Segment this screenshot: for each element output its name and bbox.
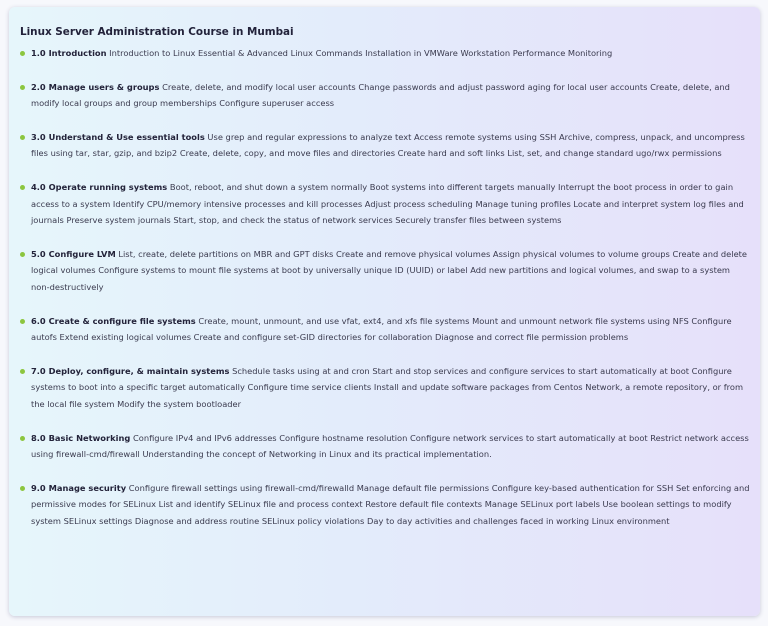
module-description: List, create, delete partitions on MBR and GPT disks Create and remove physical volumes Assign physical volumes to volume groups Create and delete logical volumes Configure systems to mount file systems at boot by universally unique ID (UUID) or label Add new partitions and logical volumes, and swap to a system non-destructively	[31, 248, 748, 292]
bullet-icon	[20, 51, 25, 56]
module-item	[20, 79, 750, 112]
bullet-icon	[20, 185, 25, 190]
module-heading: 1.0 Introduction	[31, 48, 107, 58]
module-heading: 4.0 Operate running systems	[31, 181, 168, 192]
module-heading: 8.0 Basic Networking	[31, 432, 131, 443]
bullet-icon	[20, 135, 25, 140]
module-item	[20, 45, 750, 62]
module-description: Use grep and regular expressions to analyze text Access remote systems using SSH Archive, compress, unpack, and uncompress files using tar, star, gzip, and bzip2 Create, delete, copy, and move files and directories Create hard and soft links List, set, and change standard ugo/rwx permissions	[31, 131, 745, 159]
module-item	[20, 313, 750, 346]
module-item	[20, 179, 750, 229]
module-heading: 6.0 Create & configure file systems	[31, 315, 196, 326]
module-description: Schedule tasks using at and cron Start and stop services and configure services to start automatically at boot Configure systems to boot into a specific target automatically Configure time service clients Install and update software packages from Centos Network, a remote repository, or from the local file system Modify the system bootloader	[31, 365, 744, 409]
module-description: Configure IPv4 and IPv6 addresses Configure hostname resolution Configure network services to start automatically at boot Restrict network access using firewall-cmd/firewall Understanding the concept of Networking in Linux and its practical implementation.	[31, 432, 749, 460]
module-description: Boot, reboot, and shut down a system normally Boot systems into different targets manually Interrupt the boot process in order to gain access to a system Identify CPU/memory intensive processes and kill processes Adjust process scheduling Manage tuning profiles Locate and interpret system log files and journals Preserve system journals Start, stop, and check the status of network services Securely transfer files between systems	[31, 181, 744, 226]
bullet-icon	[20, 85, 25, 90]
module-description: Introduction to Linux Essential & Advanced Linux Commands Installation in VMWare Workstation Performance Monitoring	[109, 48, 613, 58]
bullet-icon	[20, 436, 25, 441]
bullet-icon	[20, 252, 25, 257]
module-description: Create, delete, and modify local user accounts Change passwords and adjust password aging for local user accounts Create, delete, and modify local groups and group memberships Configure superuser access	[31, 81, 730, 109]
module-item	[20, 129, 750, 162]
bullet-icon	[20, 486, 25, 491]
module-heading: 3.0 Understand & Use essential tools	[31, 131, 205, 142]
module-description: Create, mount, unmount, and use vfat, ext4, and xfs file systems Mount and unmount network file systems using NFS Configure autofs Extend existing logical volumes Create and configure set-GID directories for collaboration Diagnose and correct file permission problems	[31, 315, 732, 343]
module-heading: 9.0 Manage security	[31, 482, 127, 493]
module-list	[20, 45, 750, 529]
module-item	[20, 430, 750, 463]
course-outline-card	[9, 7, 760, 616]
module-item	[20, 246, 750, 296]
module-heading: 7.0 Deploy, configure, & maintain systems	[31, 365, 230, 376]
course-title: Linux Server Administration Course in Mumbai	[20, 26, 294, 38]
bullet-icon	[20, 319, 25, 324]
module-heading: 2.0 Manage users & groups	[31, 81, 160, 92]
bullet-icon	[20, 369, 25, 374]
module-item	[20, 480, 750, 530]
module-item	[20, 363, 750, 413]
module-description: Configure firewall settings using firewall-cmd/firewalld Manage default file permissions Configure key-based authentication for SSH Set enforcing and permissive modes for SELinux List and identify SELinux file and process context Restore default file contexts Manage SELinux port labels Use boolean settings to modify system SELinux settings Diagnose and address routine SELinux policy violations Day to day activities and challenges faced in working Linux environment	[31, 482, 750, 526]
module-heading: 5.0 Configure LVM	[31, 248, 116, 259]
